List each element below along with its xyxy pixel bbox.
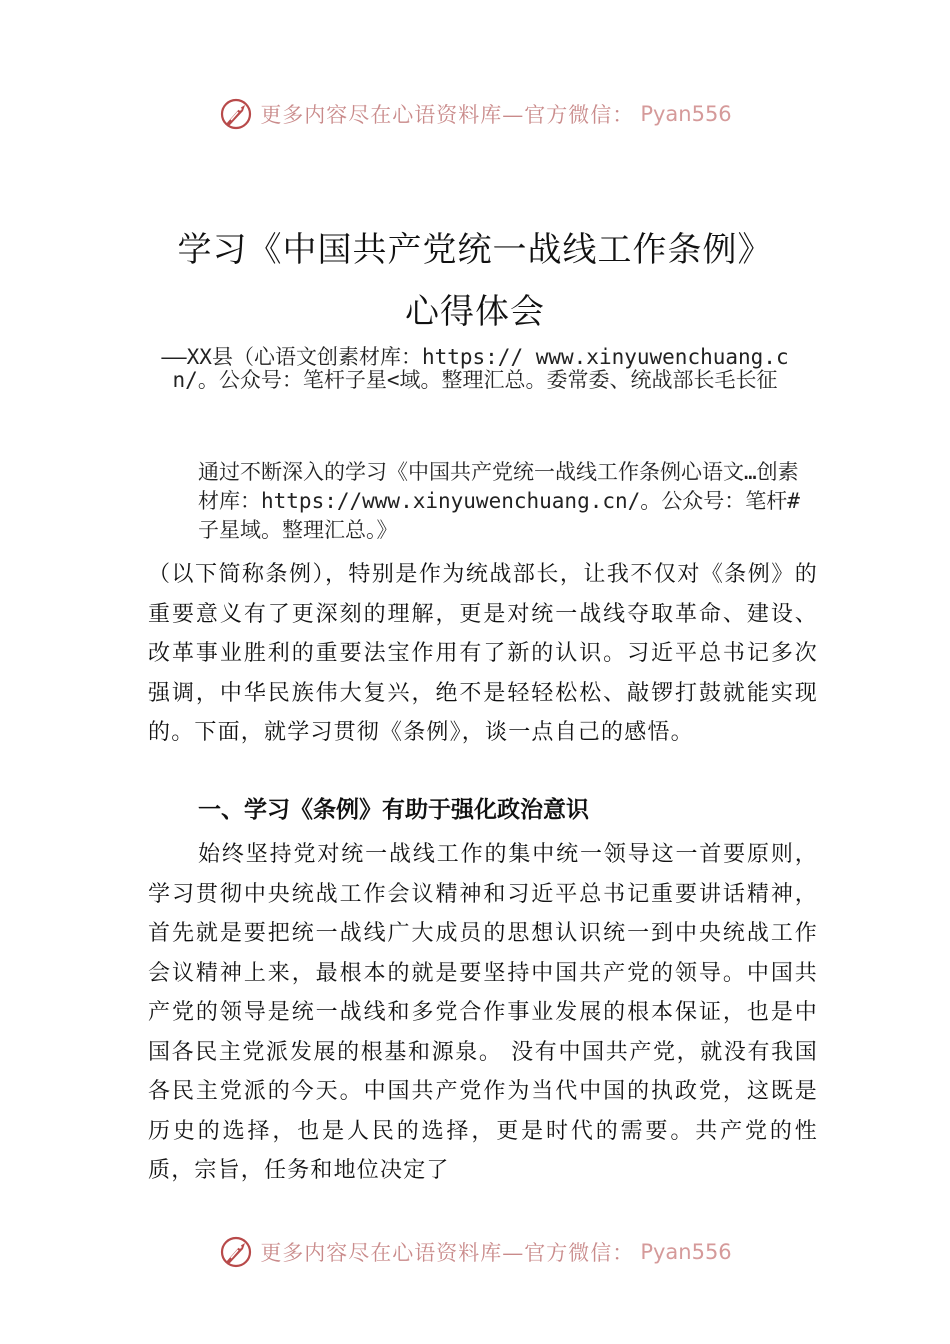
document-title-line2: 心得体会	[405, 292, 545, 332]
header-wechat-id: Pyan556	[640, 102, 732, 126]
header-banner-text: 更多内容尽在心语资料库—官方微信：	[260, 103, 635, 127]
paragraph-2: 始终坚持党对统一战线工作的集中统一领导这一首要原则，学习贯彻中央统战工作会议精神和习近平总书记重要讲话精神，首先就是要把统一战线广大成员的思想认识统一到中央统战工作会议精神上来，最根本的就是要坚持中国共产党的领导。中国共产党的领导是统一战线和多党合作事业发展的根本保证，也是中国各民主党派发展的根基和源泉。 没有中国共产党，就没有我国各民主党派的今天。中国共产党作为当代中国的执政党，这既是历史的选择，也是人民的选择，更是时代的需要。共产党的性质，宗旨，任务和地位决定了	[148, 842, 818, 1183]
pen-nib-logo-icon	[218, 96, 254, 132]
document-title-line1: 学习《中国共产党统一战线工作条例》	[177, 230, 773, 270]
pen-nib-logo-icon	[218, 1234, 254, 1270]
footer-banner	[0, 1232, 950, 1272]
section-heading-1: 一、学习《条例》有助于强化政治意识	[198, 797, 589, 823]
footer-banner-text: 更多内容尽在心语资料库—官方微信：	[260, 1241, 635, 1265]
footer-wechat-id: Pyan556	[640, 1240, 732, 1264]
paragraph-1: （以下简称条例），特别是作为统战部长，让我不仅对《条例》的重要意义有了更深刻的理解，更是对统一战线夺取革命、建设、改革事业胜利的重要法宝作用有了新的认识。习近平总书记多次强调，中华民族伟大复兴，绝不是轻轻松松、敲锣打鼓就能实现的。下面，就学习贯彻《条例》，谈一点自己的感悟。	[148, 562, 818, 745]
intro-quote: 通过不断深入的学习《中国共产党统一战线工作条例心语文…创素材库：https://www.xinyuwenchuang.cn/。公众号：笔杆#子星域。整理汇总。》	[198, 460, 800, 542]
header-banner	[0, 94, 950, 134]
document-subtitle: ——XX县（心语文创素材库：https:// www.xinyuwenchuang.cn/。公众号：笔杆子星<域。整理汇总。委常委、统战部长毛长征	[161, 345, 789, 392]
